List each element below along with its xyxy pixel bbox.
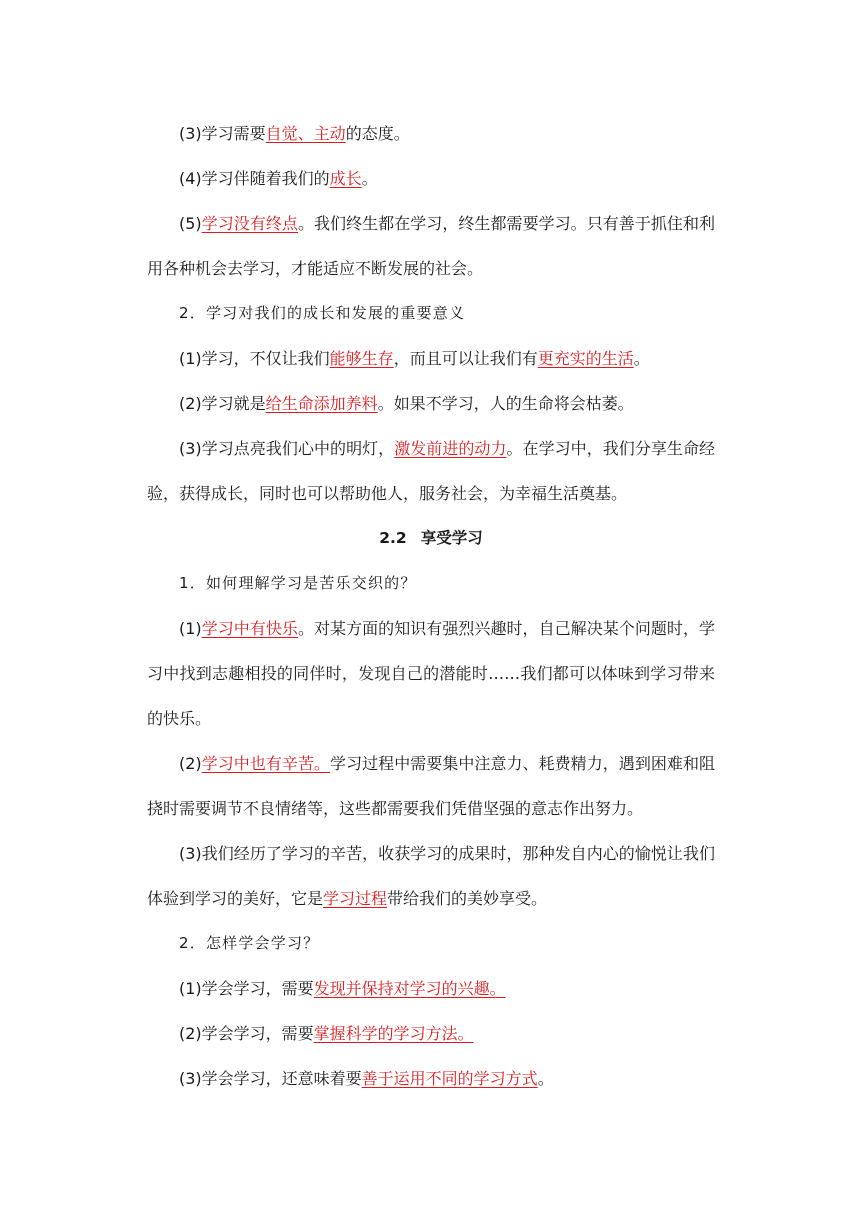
text-run: (2)学会学习，需要 [179, 1024, 314, 1043]
key-point-highlight: 善于运用不同的学习方式 [361, 1069, 538, 1088]
text-run: 2．怎样学会学习？ [179, 934, 320, 952]
key-point-highlight: 发现并保持对学习的兴趣。 [313, 979, 506, 998]
text-run: (3)学会学习，还意味着要 [179, 1069, 362, 1088]
text-run: 的态度。 [345, 124, 410, 143]
text-run: (3)学习点亮我们心中的明灯， [179, 439, 395, 458]
body-paragraph [147, 336, 715, 381]
key-point-highlight: 学习中也有辛苦。 [201, 754, 331, 773]
text-run: 。对某方面的知识有强烈兴趣时，自己解决某个问题时，学习中找到志趣相投的同伴时，发现自己的潜能时……我们都可以体味到学习带来的快乐。 [147, 619, 715, 728]
text-run: (1) [179, 619, 202, 638]
text-run: 。 [633, 349, 650, 368]
key-point-highlight: 给生命添加养料 [265, 394, 378, 413]
body-paragraph [147, 741, 715, 831]
text-run: ，而且可以让我们有 [393, 349, 538, 368]
text-run: (3)我们经历了学习的辛苦，收获学习的成果时，那种发自内心的愉悦让我们体验到学习的美好，它是 [147, 844, 715, 908]
section-number: 2.2 [379, 529, 407, 547]
text-run: 。如果不学习，人的生命将会枯萎。 [377, 394, 634, 413]
body-paragraph [147, 1011, 715, 1056]
key-point-highlight: 能够生存 [329, 349, 394, 368]
body-paragraph [147, 1056, 715, 1101]
key-point-highlight: 学习中有快乐 [201, 619, 298, 638]
key-point-highlight: 激发前进的动力 [394, 439, 507, 458]
body-paragraph [147, 156, 715, 201]
text-run: (3)学习需要 [179, 124, 266, 143]
text-run: (1)学习，不仅让我们 [179, 349, 330, 368]
text-run: (1)学会学习，需要 [179, 979, 314, 998]
text-run: (5) [179, 214, 202, 233]
body-paragraph [147, 831, 715, 921]
text-run: (4)学习伴随着我们的 [179, 169, 330, 188]
text-run: (2)学习就是 [179, 394, 266, 413]
subheading-paragraph [147, 561, 715, 606]
text-run: 2．学习对我们的成长和发展的重要意义 [179, 304, 466, 322]
subheading-paragraph [147, 291, 715, 336]
key-point-highlight: 成长 [329, 169, 362, 188]
text-run: 学习过程中需要集中注意力、耗费精力，遇到困难和阻挠时需要调节不良情绪等，这些都需要我们凭借坚强的意志作出努力。 [147, 754, 715, 818]
body-paragraph [147, 426, 715, 516]
text-run: 。我们终生都在学习，终生都需要学习。只有善于抓住和利用各种机会去学习，才能适应不断发展的社会。 [147, 214, 715, 278]
subheading-paragraph [147, 921, 715, 966]
text-run: (2) [179, 754, 202, 773]
section-heading [147, 516, 715, 561]
text-run: 。 [361, 169, 378, 188]
text-run: 。在学习中，我们分享生命经验，获得成长，同时也可以帮助他人，服务社会，为幸福生活奠基。 [147, 439, 715, 503]
body-paragraph [147, 966, 715, 1011]
key-point-highlight: 自觉、主动 [265, 124, 346, 143]
key-point-highlight: 掌握科学的学习方法。 [313, 1024, 474, 1043]
body-paragraph [147, 201, 715, 291]
body-paragraph [147, 111, 715, 156]
key-point-highlight: 学习过程 [323, 889, 388, 908]
text-run: 。 [537, 1069, 554, 1088]
text-run: 1．如何理解学习是苦乐交织的？ [179, 574, 417, 592]
body-paragraph [147, 606, 715, 741]
key-point-highlight: 更充实的生活 [537, 349, 634, 368]
text-run: 带给我们的美妙享受。 [387, 889, 548, 908]
document-page [147, 111, 715, 1101]
body-paragraph [147, 381, 715, 426]
key-point-highlight: 学习没有终点 [201, 214, 298, 233]
section-title: 享受学习 [420, 529, 483, 547]
